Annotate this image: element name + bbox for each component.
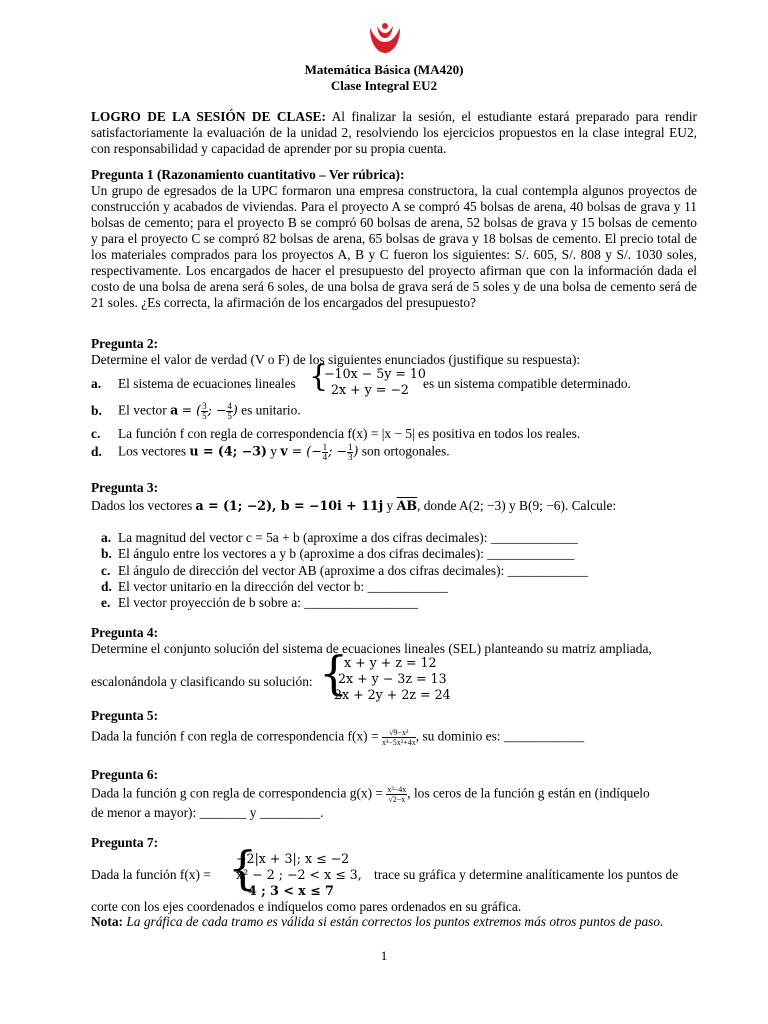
session-goal-text: Al finalizar la sesión, el estudiante estará preparado para rendir satisfactoriamente la evaluación de la unidad 2, resolviendo los ejercicios propuestos en la clase integral EU2, con responsabilidad y capacidad de aprender por su propia cuenta.	[91, 109, 698, 156]
q2a-post: es un sistema compatible determinado.	[423, 376, 631, 391]
q3-item-label: c.	[101, 563, 111, 578]
q7-piece2: x² − 2 ; −2 < x ≤ 3,	[236, 867, 362, 882]
q6-line: Dada la función g con regla de correspondencia g(x) = $\frac{\text{x³−4x}}{√2-x}$ , los ceros de la función g están en (indíquelo	[91, 785, 650, 804]
q4-eq2: 2x + y − 3z = 13	[338, 671, 447, 686]
q3-item-label: a.	[101, 530, 112, 545]
q1-title: Pregunta 1 (Razonamiento cuantitativo – Ver rúbrica):	[91, 167, 405, 182]
q3-item	[91, 595, 701, 611]
q6-line2: de menor a mayor): _______ y _________.	[91, 805, 324, 820]
q4-title: Pregunta 4:	[91, 625, 159, 640]
q3-title: Pregunta 3:	[91, 480, 159, 495]
q1-text: Un grupo de egresados de la UPC formaron una empresa constructora, la cual contempla algunos proyectos de construcción y acabados de viviendas. Para el proyecto A se compró 45 bolsas de arena, 40 bolsas de grava y 11 bolsas de cemento; para el proyecto B se compró 60 bolsas de arena, 52 bolsas de grava y 15 bolsas de cemento y para el proyecto C se compró 82 bolsas de arena, 65 bolsas de grava y 18 bolsas de cemento. El precio total de los materiales comprados para los proyectos A, B y C fueron los siguientes: S/. 605, S/. 808 y S/. 1030 soles, respectivamente. Los encargados de hacer el presupuesto del proyecto afirman que con la información dada el costo de una bolsa de arena será 6 soles, de una bolsa de grava será de 5 soles y de una bolsa de cemento será de 21 soles. ¿Es correcta, la afirmación de los encargados del presupuesto?	[91, 183, 697, 310]
session-title: Clase Integral EU2	[330, 78, 438, 93]
q3-item-label: b.	[101, 546, 112, 561]
q3-item	[91, 563, 701, 579]
q4-text: Determine el conjunto solución del sistema de ecuaciones lineales (SEL) planteando su matriz ampliada,	[91, 641, 652, 656]
q3-prompt: Dados los vectores a = (1; −2), b = −10i + 11j y $\overline{AB}$, donde A(2; −3) y B(9; −6). Calcule:	[91, 498, 617, 513]
q2-item-b: b. El vector a = ( $\frac{3}{5}$ ; − $\frac{4}{5}$ ) es unitario.	[91, 401, 301, 421]
q7-line2: corte con los ejes coordenados e indíquelos como pares ordenados en su gráfica.	[91, 899, 522, 914]
page-number: 1	[380, 948, 388, 963]
q2-item-d: d. Los vectores u = (4; −3) y v = (− $\frac{1}{4}$ ; − $\frac{1}{3}$ ) son ortogonales.	[91, 442, 450, 462]
course-title: Matemática Básica (MA420)	[304, 62, 464, 77]
q7-brace: {	[228, 841, 258, 895]
q4-eq3: 2x + 2y + 2z = 24	[334, 687, 451, 702]
q3-item-text: El ángulo entre los vectores a y b (aproxime a dos cifras decimales): _____________	[118, 546, 575, 561]
q3-item-label: e.	[101, 595, 111, 610]
q7-note: Nota: La gráfica de cada tramo es válida si están correctos los puntos extremos más otros puntos de paso.	[91, 914, 664, 929]
q7-pre: Dada la función f(x) =	[91, 867, 211, 882]
q3-item-text: El vector unitario en la dirección del vector b: ____________	[118, 579, 448, 594]
q3-item-text: El ángulo de dirección del vector AB (aproxime a dos cifras decimales): ____________	[118, 563, 589, 578]
q2-item-c: c. La función f con regla de correspondencia f(x) = |x − 5| es positiva en todos los reales.	[91, 426, 581, 441]
q3-item-text: La magnitud del vector c = 5a + b (aproxime a dos cifras decimales): _____________	[118, 530, 578, 545]
upc-logo-icon	[366, 22, 404, 56]
q4-brace: {	[319, 646, 349, 700]
q4-eq1: x + y + z = 12	[344, 655, 437, 670]
q3-item	[91, 579, 701, 595]
q5-line: Dada la función f con regla de correspondencia f(x) = $\frac{\text{√9−x²}}{\text{x³−5x²+4x}}$ , su dominio es: ____________	[91, 728, 585, 747]
q3-item-label: d.	[101, 579, 112, 594]
q7-post: trace su gráfica y determine analíticamente los puntos de	[374, 867, 679, 882]
q2-item-a: a. El sistema de ecuaciones lineales	[91, 376, 296, 391]
q2a-brace: {	[309, 359, 329, 394]
q3-item-text: El vector proyección de b sobre a: _________________	[118, 595, 419, 610]
q3-item	[91, 530, 701, 546]
q2a-eq2: 2x + y = −2	[331, 382, 409, 397]
q2a-eq1: −10x − 5y = 10	[324, 366, 426, 381]
q7-piece1: −2|x + 3|; x ≤ −2	[236, 851, 350, 866]
q2-prompt: Determine el valor de verdad (V o F) de los siguientes enunciados (justifique su respuesta):	[91, 352, 581, 367]
session-goal-label: LOGRO DE LA SESIÓN DE CLASE:	[91, 109, 326, 124]
q4-text2: escalonándola y clasificando su solución:	[91, 674, 313, 689]
q7-piece3: 4 ; 3 < x ≤ 7	[248, 883, 334, 898]
q5-title: Pregunta 5:	[91, 708, 159, 723]
q7-title: Pregunta 7:	[91, 835, 159, 850]
q2-title: Pregunta 2:	[91, 336, 159, 351]
session-goal	[91, 109, 697, 157]
q3-item	[91, 546, 701, 562]
q6-title: Pregunta 6:	[91, 767, 159, 782]
